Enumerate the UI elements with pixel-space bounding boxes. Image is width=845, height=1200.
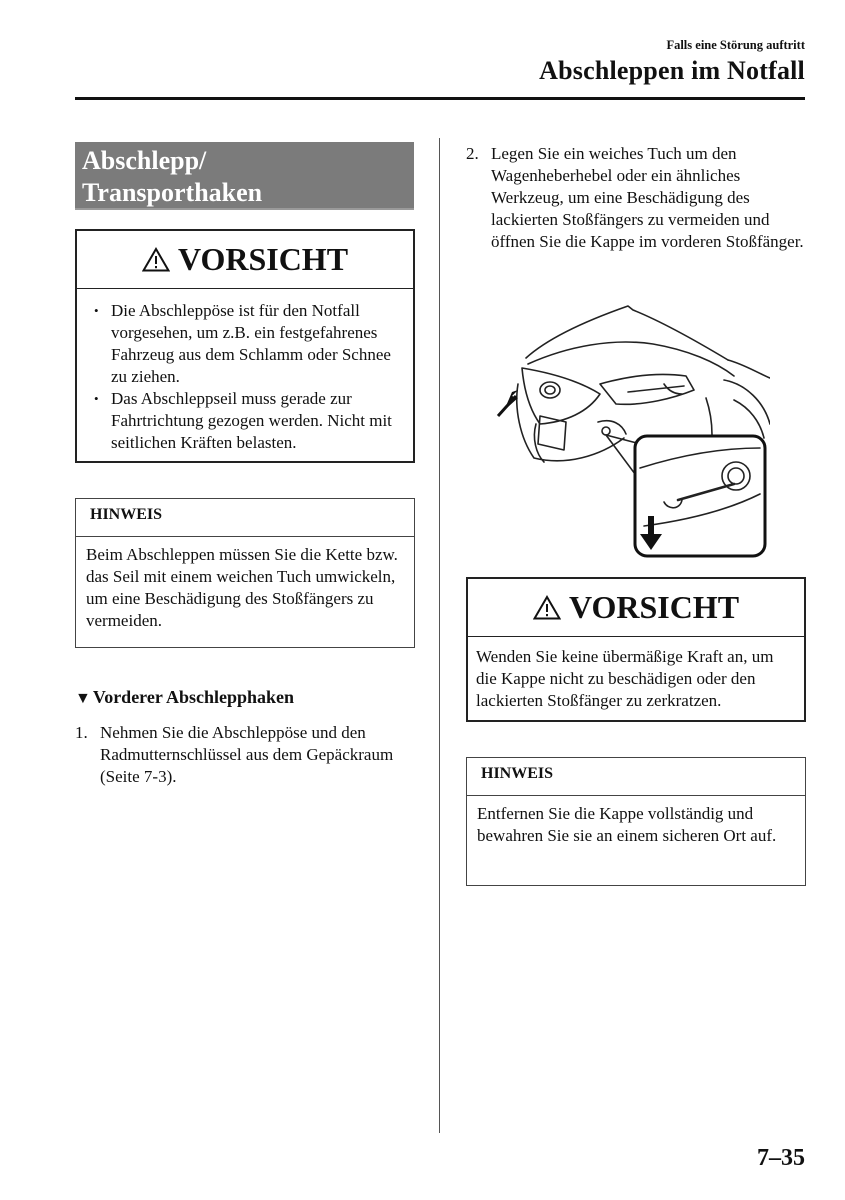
step-text: Legen Sie ein weiches Tuch um den Wagenheberhebel oder ein ähnliches Werkzeug, um eine Beschädigung des lackierten Stoßfängers zu vermeiden und öffnen Sie die Kappe im vorderen Stoßfänger.	[491, 144, 804, 251]
page-number: 7–35	[757, 1145, 805, 1171]
caution-label: VORSICHT	[177, 241, 349, 277]
caution-text: Wenden Sie keine übermäßige Kraft an, um die Kappe nicht zu beschädigen oder den lackierten Stoßfänger zu zerkratzen.	[476, 647, 774, 710]
note-box-2	[466, 757, 806, 886]
header-rule	[75, 97, 805, 100]
caution-header	[468, 579, 804, 637]
caution-item: • Das Abschleppseil muss gerade zur Fahrtrichtung gezogen werden. Nicht mit seitlichen Kräften belasten.	[111, 388, 403, 454]
step-number: 1.	[75, 723, 88, 742]
triangle-marker-icon: ▼	[75, 690, 91, 707]
caution-label: VORSICHT	[568, 589, 740, 625]
car-bumper-illustration	[488, 298, 770, 560]
chapter-label: Falls eine Störung auftritt	[666, 38, 805, 52]
page-title: Abschleppen im Notfall	[539, 56, 805, 85]
subsection-heading	[75, 687, 294, 708]
step-text: Nehmen Sie die Abschleppöse und den Radmutternschlüssel aus dem Gepäckraum (Seite 7-3).	[100, 723, 394, 786]
note-text: Beim Abschleppen müssen Sie die Kette bzw. das Seil mit einem weichen Tuch umwickeln, um eine Beschädigung des Stoßfängers zu vermeiden.	[86, 545, 398, 630]
section-title-line2: Transporthaken	[82, 178, 263, 207]
caution-box-2	[466, 577, 806, 722]
note-label: HINWEIS	[467, 758, 805, 796]
subsection-title: Vorderer Abschlepphaken	[92, 687, 295, 707]
caution-box-1	[75, 229, 415, 463]
caution-item: • Die Abschleppöse ist für den Notfall vorgesehen, um z.B. ein festgefahrenes Fahrzeug aus dem Schlamm oder Schnee zu ziehen.	[111, 300, 403, 388]
section-title-line1: Abschlepp/	[82, 146, 207, 175]
note-box-1	[75, 498, 415, 648]
step-1	[75, 722, 395, 792]
column-divider	[439, 138, 440, 1133]
caution-list	[77, 289, 413, 454]
step-number: 2.	[466, 144, 479, 163]
section-title	[75, 142, 414, 210]
step-2	[466, 143, 806, 273]
caution-header	[77, 231, 413, 289]
warning-triangle-icon	[142, 247, 170, 272]
note-text: Entfernen Sie die Kappe vollständig und bewahren Sie sie an einem sicheren Ort auf.	[477, 804, 777, 845]
warning-triangle-icon	[533, 595, 561, 620]
note-label: HINWEIS	[76, 499, 414, 537]
